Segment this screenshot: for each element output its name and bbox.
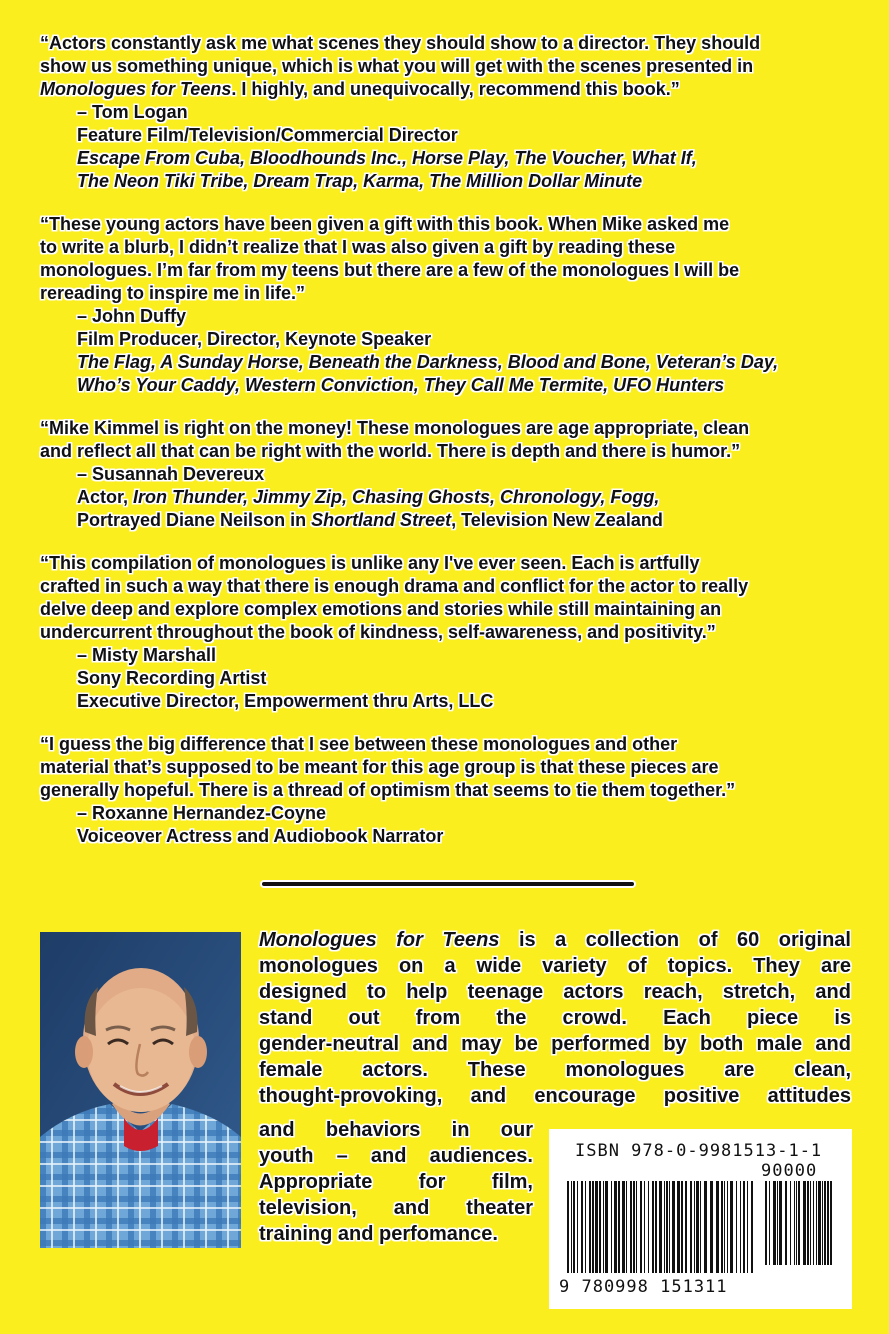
quote-line: “Actors constantly ask me what scenes they should show to a director. They should xyxy=(40,33,761,53)
author-role xyxy=(77,509,663,532)
barcode-bar xyxy=(700,1181,701,1273)
description-line: training and perfomance. xyxy=(259,1223,498,1245)
barcode-bar xyxy=(614,1181,617,1273)
barcode-bar xyxy=(827,1181,829,1265)
barcode-bar xyxy=(595,1181,598,1273)
description-line: and behaviors in our xyxy=(259,1119,533,1141)
barcode-bar xyxy=(794,1181,795,1265)
description-line: gender-neutral and may be performed by both male and xyxy=(259,1033,851,1055)
barcode-bar xyxy=(807,1181,809,1265)
author-role: Film Producer, Director, Keynote Speaker xyxy=(77,329,432,349)
barcode-bar xyxy=(573,1181,575,1273)
barcode-bar xyxy=(779,1181,782,1265)
barcode-bar xyxy=(690,1181,692,1273)
barcode-bar xyxy=(677,1181,680,1273)
author-role: Feature Film/Television/Commercial Director xyxy=(77,125,458,145)
barcode-bar xyxy=(648,1181,649,1273)
barcode-bar xyxy=(765,1181,767,1265)
author-credits: The Neon Tiki Tribe, Dream Trap, Karma, The Million Dollar Minute xyxy=(77,171,643,191)
author-role: Executive Director, Empowerment thru Arts, LLC xyxy=(77,691,494,711)
barcode-bar xyxy=(618,1181,620,1273)
barcode-bar xyxy=(830,1181,832,1265)
barcode-bar xyxy=(567,1181,569,1273)
barcode-bar xyxy=(666,1181,668,1273)
ean-number: 9 780998 151311 xyxy=(559,1277,728,1297)
barcode-bar xyxy=(818,1181,821,1265)
barcode-bar xyxy=(816,1181,817,1265)
divider xyxy=(262,882,634,886)
quote-line: material that’s supposed to be meant for this age group is that these pieces are xyxy=(40,757,719,777)
barcode-bar xyxy=(747,1181,748,1273)
book-title: Monologues for Teens xyxy=(40,79,232,99)
quote-line: crafted in such a way that there is enough drama and conflict for the actor to really xyxy=(40,576,749,596)
barcode-bar xyxy=(669,1181,670,1273)
isbn-number: ISBN 978-0-9981513-1-1 xyxy=(575,1141,823,1161)
barcode-bar xyxy=(694,1181,695,1273)
barcode-bar xyxy=(633,1181,635,1273)
barcode-bar xyxy=(710,1181,713,1273)
quote-line: show us something unique, which is what you will get with the scenes presented in xyxy=(40,56,754,76)
description-line: Appropriate for film, xyxy=(259,1171,533,1193)
barcode-bar xyxy=(630,1181,632,1273)
quote-line: undercurrent throughout the book of kindness, self-awareness, and positivity.” xyxy=(40,622,716,642)
barcode-bar xyxy=(599,1181,601,1273)
barcode-bar xyxy=(822,1181,823,1265)
author-role: Sony Recording Artist xyxy=(77,668,267,688)
author-name: – Roxanne Hernandez-Coyne xyxy=(77,803,327,823)
description-line: female actors. These monologues are clean, xyxy=(259,1059,851,1081)
barcode-bar xyxy=(751,1181,753,1273)
quote-line: delve deep and explore complex emotions and stories while still maintaining an xyxy=(40,599,722,619)
author-photo xyxy=(40,932,241,1248)
barcode-bar xyxy=(655,1181,657,1273)
quote-line: to write a blurb, I didn’t realize that I was also given a gift by reading these xyxy=(40,237,676,257)
barcode-bar xyxy=(727,1181,728,1273)
role-suffix: , Television New Zealand xyxy=(451,510,663,530)
barcode-bar xyxy=(740,1181,741,1273)
quote-line: and reflect all that can be right with the world. There is depth and there is humor.” xyxy=(40,441,741,461)
quote-line: generally hopeful. There is a thread of optimism that seems to tie them together.” xyxy=(40,780,736,800)
role-prefix: Actor, xyxy=(77,487,134,507)
barcode-bar xyxy=(790,1181,791,1265)
author-credits: Escape From Cuba, Bloodhounds Inc., Horse Play, The Voucher, What If, xyxy=(77,148,697,168)
description-line: television, and theater xyxy=(259,1197,533,1219)
quote-line: “I guess the big difference that I see between these monologues and other xyxy=(40,734,678,754)
barcode-bar xyxy=(777,1181,778,1265)
barcode-bars xyxy=(565,1181,837,1277)
barcode-bar xyxy=(592,1181,594,1273)
barcode-bar xyxy=(716,1181,719,1273)
quote-line: “Mike Kimmel is right on the money! These monologues are age appropriate, clean xyxy=(40,418,750,438)
barcode-bar xyxy=(589,1181,591,1273)
barcode-bar xyxy=(672,1181,675,1273)
description-line: thought-provoking, and encourage positive attitudes xyxy=(259,1085,851,1107)
quote-line: “This compilation of monologues is unlike any I've ever seen. Each is artfully xyxy=(40,553,700,573)
barcode-bar xyxy=(664,1181,665,1273)
barcode-bar xyxy=(659,1181,662,1273)
role-prefix: Portrayed Diane Neilson in xyxy=(77,510,312,530)
description-line: youth – and audiences. xyxy=(259,1145,533,1167)
description-line: designed to help teenage actors reach, stretch, and xyxy=(259,981,851,1003)
barcode-bar xyxy=(721,1181,723,1273)
author-credits: The Flag, A Sunday Horse, Beneath the Darkness, Blood and Bone, Veteran’s Day, xyxy=(77,352,779,372)
barcode-bar xyxy=(605,1181,608,1273)
barcode-bar xyxy=(769,1181,770,1265)
price-code: 90000 xyxy=(761,1161,818,1181)
barcode-bar xyxy=(644,1181,645,1273)
barcode-bar xyxy=(796,1181,797,1265)
barcode-bar xyxy=(577,1181,578,1273)
description-line: monologues on a wide variety of topics. They are xyxy=(259,955,851,977)
barcode-bar xyxy=(611,1181,612,1273)
barcode-bar xyxy=(685,1181,687,1273)
barcode-bar xyxy=(773,1181,776,1265)
description-line: stand out from the crowd. Each piece is xyxy=(259,1007,851,1029)
barcode-bar xyxy=(626,1181,627,1273)
show-title: Shortland Street xyxy=(311,510,452,530)
description-line xyxy=(259,927,851,953)
barcode-bar xyxy=(743,1181,745,1273)
barcode-bar xyxy=(724,1181,725,1273)
barcode-bar xyxy=(652,1181,654,1273)
description-text: is a collection of 60 original xyxy=(499,929,851,951)
author-name: – Tom Logan xyxy=(77,102,188,122)
barcode-bar xyxy=(824,1181,826,1265)
barcode-bar xyxy=(810,1181,811,1265)
barcode-bar xyxy=(640,1181,642,1273)
barcode-bar xyxy=(622,1181,625,1273)
author-credits: Who’s Your Caddy, Western Conviction, They Call Me Termite, UFO Hunters xyxy=(77,375,725,395)
author-credits: Iron Thunder, Jimmy Zip, Chasing Ghosts, Chronology, Fogg, xyxy=(133,487,660,507)
barcode-bar xyxy=(798,1181,800,1265)
barcode-bar xyxy=(730,1181,733,1273)
barcode-bar xyxy=(696,1181,699,1273)
quote-line xyxy=(40,78,680,101)
quote-line: monologues. I’m far from my teens but there are a few of the monologues I will be xyxy=(40,260,740,280)
author-role xyxy=(77,486,659,509)
author-name: – John Duffy xyxy=(77,306,187,326)
quote-text: . I highly, and unequivocally, recommend this book.” xyxy=(231,79,680,99)
barcode-bar xyxy=(785,1181,787,1265)
author-name: – Misty Marshall xyxy=(77,645,217,665)
barcode-bar xyxy=(636,1181,637,1273)
barcode-bar xyxy=(571,1181,572,1273)
barcode-bar xyxy=(704,1181,707,1273)
barcode-bar xyxy=(581,1181,583,1273)
author-name: – Susannah Devereux xyxy=(77,464,265,484)
barcode-bar xyxy=(681,1181,683,1273)
isbn-barcode xyxy=(549,1129,852,1309)
book-title: Monologues for Teens xyxy=(259,929,500,951)
quote-line: rereading to inspire me in life.” xyxy=(40,283,306,303)
barcode-bar xyxy=(736,1181,737,1273)
barcode-bar xyxy=(603,1181,604,1273)
barcode-bar xyxy=(813,1181,814,1265)
barcode-bar xyxy=(803,1181,806,1265)
barcode-bar xyxy=(585,1181,586,1273)
author-role: Voiceover Actress and Audiobook Narrator xyxy=(77,826,444,846)
quote-line: “These young actors have been given a gift with this book. When Mike asked me xyxy=(40,214,730,234)
